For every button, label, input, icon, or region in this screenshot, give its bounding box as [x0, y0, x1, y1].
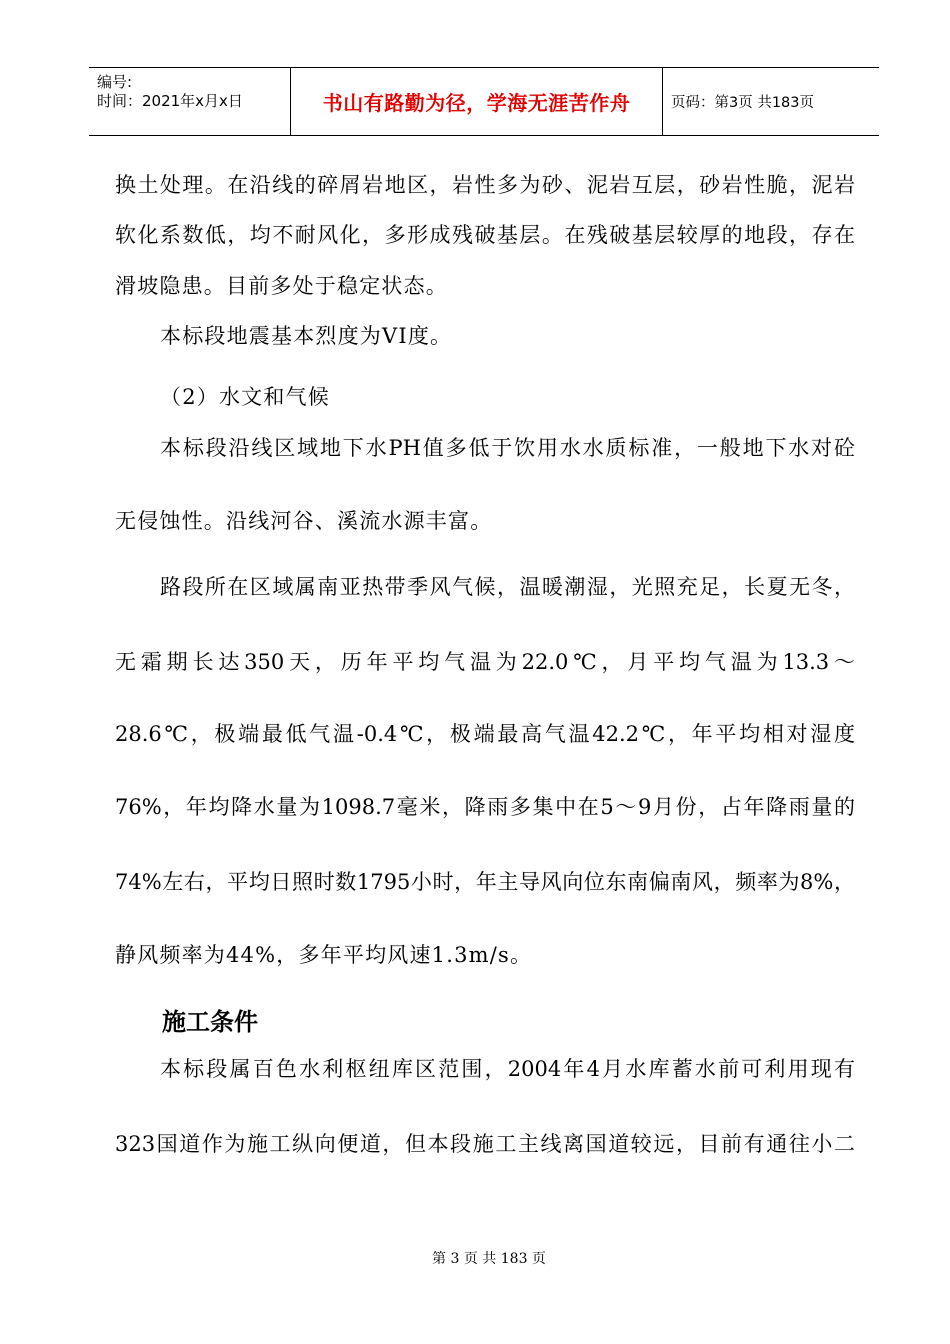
paragraph-line: 28.6℃，极端最低气温-0.4℃，极端最高气温42.2℃，年平均相对湿度 — [115, 722, 855, 746]
page-footer: 第 3 页 共 183 页 — [432, 1251, 546, 1267]
paragraph-line: 323国道作为施工纵向便道，但本段施工主线离国道较远，目前有通往小二 — [115, 1132, 855, 1156]
header-motto: 书山有路勤为径，学海无涯苦作舟 — [322, 91, 631, 115]
paragraph-line: 静风频率为44%，多年平均风速1.3m/s。 — [115, 943, 533, 967]
document-header — [89, 67, 879, 136]
header-info-cell — [89, 68, 291, 135]
header-motto-cell — [291, 68, 663, 135]
header-page-cell — [663, 68, 879, 135]
document-time-label: 时间：2021年x月x日 — [97, 92, 243, 110]
paragraph-line: 76%，年均降水量为1098.7毫米，降雨多集中在5～9月份，占年降雨量的 — [115, 795, 855, 819]
paragraph-line: 本标段沿线区域地下水PH值多低于饮用水水质标准，一般地下水对砼 — [160, 436, 855, 460]
document-number-label: 编号: — [97, 73, 133, 91]
header-page-code: 页码：第3页 共183页 — [671, 95, 815, 111]
paragraph-line: 无侵蚀性。沿线河谷、溪流水源丰富。 — [115, 509, 493, 533]
paragraph-line: 换土处理。在沿线的碎屑岩地区，岩性多为砂、泥岩互层，砂岩性脆，泥岩 — [115, 173, 855, 197]
subsection-title: （2）水文和气候 — [160, 385, 330, 409]
section-heading: 施工条件 — [162, 1008, 258, 1036]
paragraph-line: 无霜期长达350天，历年平均气温为22.0℃，月平均气温为13.3～ — [115, 650, 855, 674]
paragraph-line: 74%左右，平均日照时数1795小时，年主导风向位东南偏南风，频率为8%， — [115, 870, 855, 894]
paragraph-line: 本标段属百色水利枢纽库区范围，2004年4月水库蓄水前可利用现有 — [160, 1057, 855, 1081]
paragraph-line: 本标段地震基本烈度为VI度。 — [160, 324, 453, 348]
paragraph-line: 路段所在区域属南亚热带季风气候，温暖潮湿，光照充足，长夏无冬， — [160, 575, 855, 599]
paragraph-line: 滑坡隐患。目前多处于稳定状态。 — [115, 274, 448, 298]
paragraph-line: 软化系数低，均不耐风化，多形成残破基层。在残破基层较厚的地段，存在 — [115, 223, 855, 247]
